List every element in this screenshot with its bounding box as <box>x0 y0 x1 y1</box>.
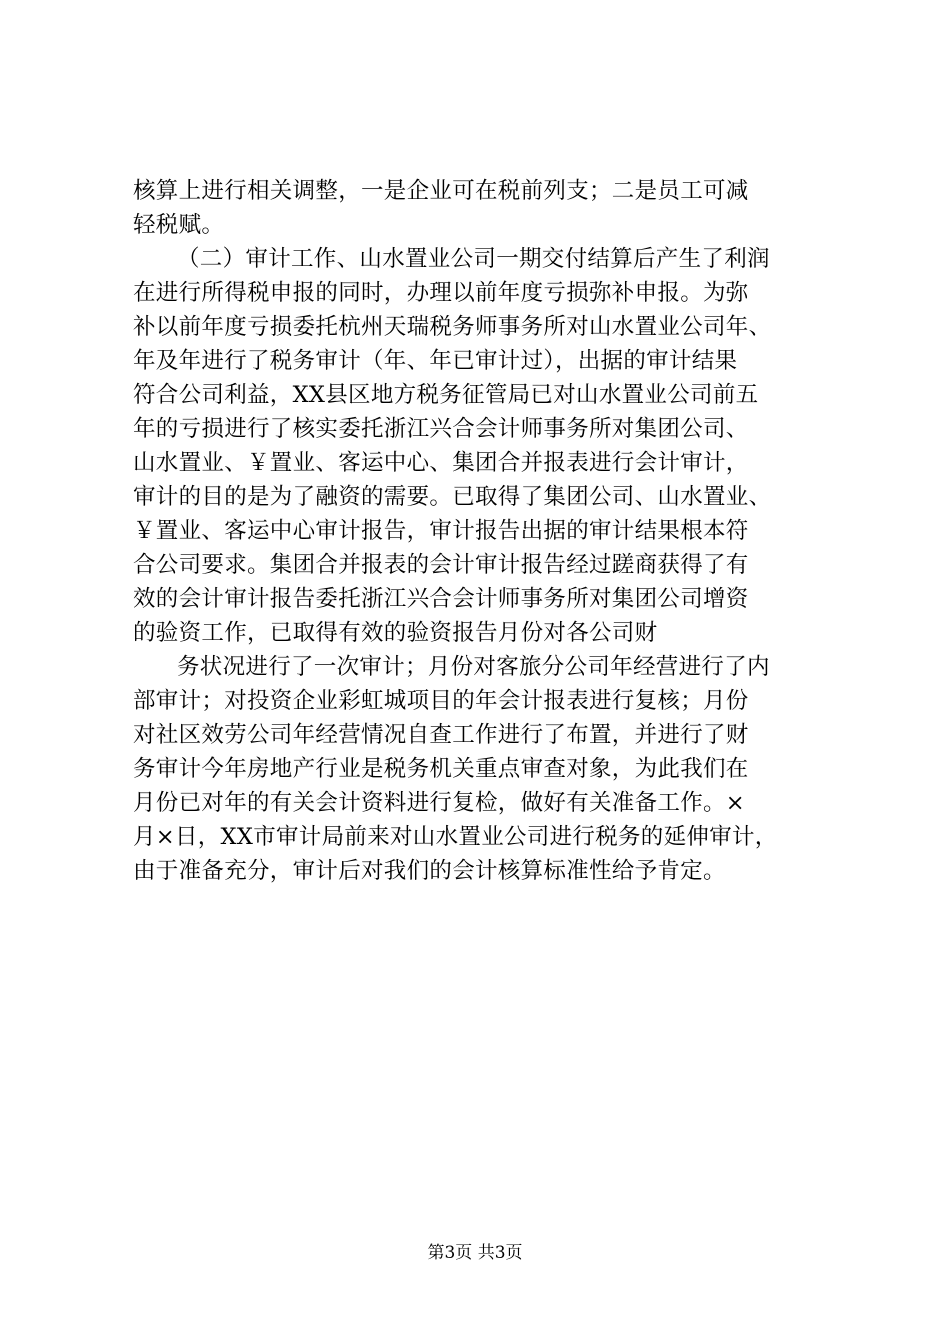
text-line: 的验资工作，已取得有效的验资报告月份对各公司财 <box>133 620 658 646</box>
text-line: 补以前年度亏损委托杭州天瑞税务师事务所对山水置业公司年、 <box>133 314 772 340</box>
text-line: 部审计；对投资企业彩虹城项目的年会计报表进行复核；月份 <box>133 688 749 714</box>
text-line: 轻税赋。 <box>133 212 225 238</box>
text-line: 效的会计审计报告委托浙江兴合会计师事务所对集团公司增资 <box>133 586 749 612</box>
text-line: 月×日，XX市审计局前来对山水置业公司进行税务的延伸审计， <box>133 824 778 850</box>
body-text <box>133 174 833 888</box>
text-line: 年及年进行了税务审计（年、年已审计过），出据的审计结果 <box>133 348 738 374</box>
text-line: 对社区效劳公司年经营情况自查工作进行了布置，并进行了财 <box>133 722 749 748</box>
text-line: 核算上进行相关调整，一是企业可在税前列支；二是员工可减 <box>133 178 749 204</box>
text-line: 在进行所得税申报的同时，办理以前年度亏损弥补申报。为弥 <box>133 280 749 306</box>
text-line: 山水置业、￥置业、客运中心、集团合并报表进行会计审计， <box>133 450 749 476</box>
section-heading-line: （二）审计工作、山水置业公司一期交付结算后产生了利润 <box>177 246 770 272</box>
page-footer <box>0 1243 950 1263</box>
text-line: 年的亏损进行了核实委托浙江兴合会计师事务所对集团公司、 <box>133 416 749 442</box>
text-line: 审计的目的是为了融资的需要。已取得了集团公司、山水置业、 <box>133 484 772 510</box>
text-line: 合公司要求。集团合并报表的会计审计报告经过蹉商获得了有 <box>133 552 749 578</box>
text-line: 月份已对年的有关会计资料进行复检，做好有关准备工作。× <box>133 790 745 816</box>
text-line: 符合公司利益，XX县区地方税务征管局已对山水置业公司前五 <box>133 382 759 408</box>
text-line: 务审计今年房地产行业是税务机关重点审查对象，为此我们在 <box>133 756 749 782</box>
page-number: 第3页 共3页 <box>427 1243 523 1263</box>
paragraph-start-line: 务状况进行了一次审计；月份对客旅分公司年经营进行了内 <box>177 654 770 680</box>
text-line: ￥置业、客运中心审计报告，审计报告出据的审计结果根本符 <box>133 518 749 544</box>
text-line: 由于准备充分，审计后对我们的会计核算标准性给予肯定。 <box>133 858 726 884</box>
